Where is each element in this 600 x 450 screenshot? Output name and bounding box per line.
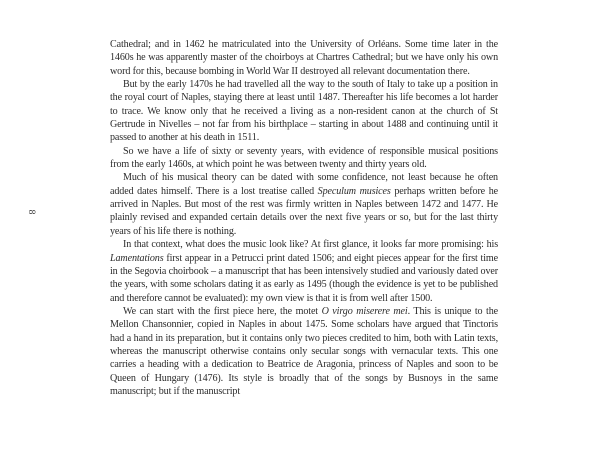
italic-text-segment: Lamentations — [110, 252, 164, 264]
text-segment: Cathedral; and in 1462 he matriculated into the University of Orléans. Some time later in the 1460s he was apparently master of the choirboys at Chartres Cathedral; but we have only his own word for this, because bombing in World War II destroyed all relevant documentation there. — [110, 39, 498, 77]
text-segment: Much of his musical theory can be dated with some confidence, not least because he often added dates himself. There is a lost treatise called — [110, 172, 498, 197]
text-segment: perhaps written before he arrived in Naples. But most of the rest was firmly written in Naples between 1472 and 1477. He plainly revised and expanded certain details over the next five years or so, but for the last thirty years of his life there is nothing. — [110, 185, 498, 237]
italic-text-segment: Speculum musices — [317, 185, 391, 197]
text-segment: We can start with the first piece here, the motet — [123, 305, 322, 317]
text-segment: So we have a life of sixty or seventy years, with evidence of responsible musical positions from the early 1460s, at which point he was between twenty and thirty years old. — [110, 145, 498, 171]
paragraph — [110, 238, 498, 305]
paragraph — [110, 145, 498, 172]
text-segment: first appear in a Petrucci print dated 1506; and eight pieces appear for the first time in the Segovia choirbook – a manuscript that has been intensively studied and variously dated over the years, with some scholars dating it as early as 1495 (though the evidence is yet to be published and therefore cannot be evaluated): my own view is that it is from well after 1500. — [110, 252, 498, 304]
paragraph — [110, 305, 498, 398]
paragraph — [110, 38, 498, 78]
text-segment: In that context, what does the music look like? At first glance, it looks far more promising: his — [123, 239, 498, 251]
text-segment: But by the early 1470s he had travelled all the way to the south of Italy to take up a position in the royal court of Naples, staying there at least until 1487. Thereafter his life becomes a lot harder to trace. We know only that he received a living as a non-resident canon at the church of St Gertrude in Nivelles – not far from his birthplace – starting in about 1488 and continuing until it passed to another at his death in 1511. — [110, 79, 498, 144]
text-column — [110, 38, 498, 398]
paragraph — [110, 171, 498, 238]
paragraph — [110, 78, 498, 145]
text-segment: . This is unique to the Mellon Chansonnier, copied in Naples in about 1475. Some scholars have argued that Tinctoris had a hand in its preparation, but it contains only two pieces credited to him, both with Latin texts, whereas the manuscript otherwise contains only secular songs with vernacular texts. This one carries a heading with a dedication to Beatrice de Aragonia, princess of Naples and soon to be Queen of Hungary (1476). Its style is broadly that of the songs by Busnoys in the same manuscript; but if the manuscript — [110, 305, 498, 397]
page-number: 8 — [26, 209, 36, 215]
italic-text-segment: O virgo miserere mei — [321, 305, 408, 317]
